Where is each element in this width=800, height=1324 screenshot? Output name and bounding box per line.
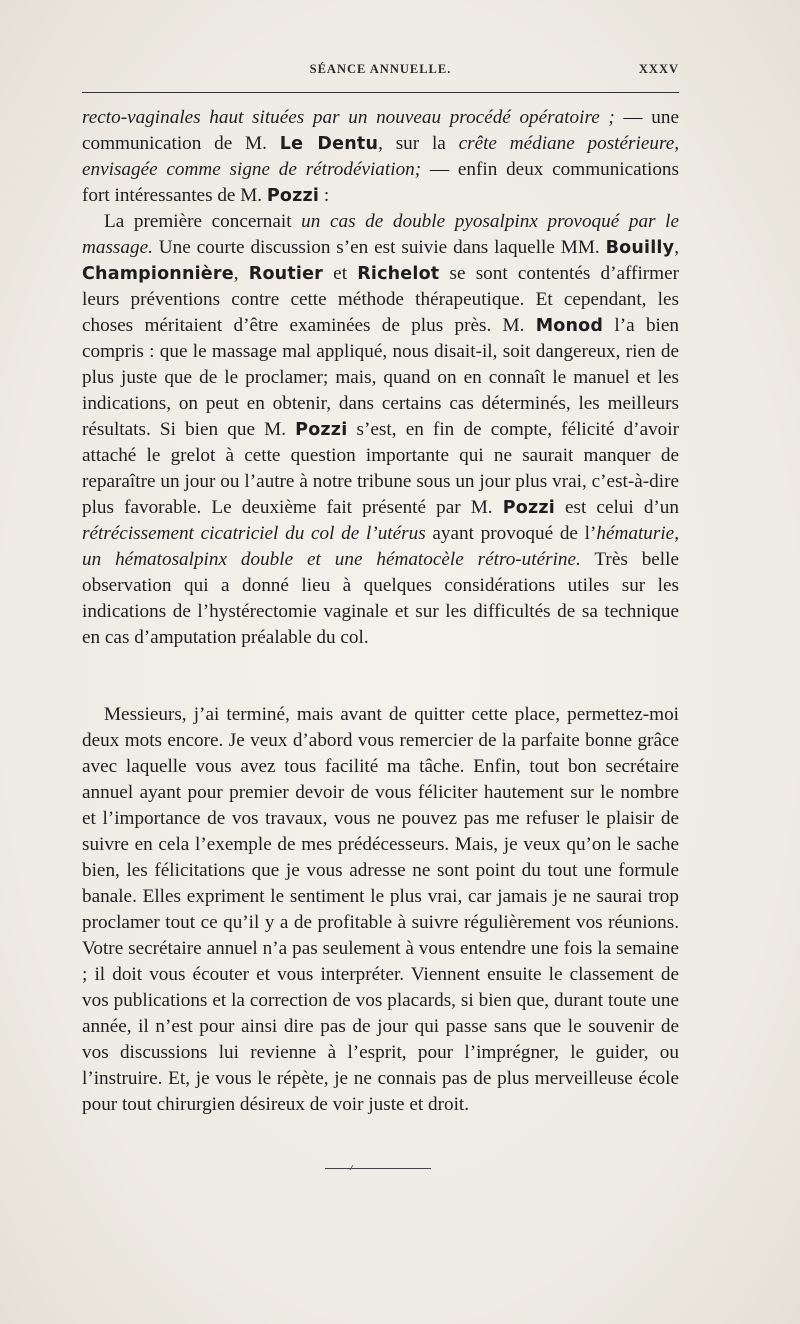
text-run: , sur la: [378, 133, 459, 154]
text-run: est celui d’un: [554, 497, 679, 518]
person-name: Le Dentu: [279, 134, 379, 154]
text-run: s’est, en fin de compte, félicité d’avoir attaché le grelot à cette question importante qui ne saurait manquer de reparaître un jour ou l’autre à notre tribune sous un jour plus vrai, c’est-à-dire plus favorable. Le deuxième fait présenté par M.: [82, 419, 679, 518]
italic-text: un cas de double pyosalpinx provoqué par le massage.: [82, 211, 679, 258]
person-name: Championnière: [82, 264, 234, 284]
text-run: — enfin deux communications fort intéressantes de M.: [82, 159, 679, 206]
text-run: Très belle observation qui a donné lieu à quelques considérations utiles sur les indications de l’hystérectomie vaginale et sur les difficultés de sa technique en cas d’amputation préalable du col.: [82, 549, 679, 648]
italic-text: hématurie: [596, 523, 675, 544]
person-name: Bouilly: [605, 238, 675, 258]
text-run: :: [319, 185, 330, 206]
text-run: ,: [674, 523, 679, 544]
running-head-title: SÉANCE ANNUELLE.: [309, 62, 452, 76]
italic-text: rétrécissement cicatriciel du col de l’utérus: [82, 523, 426, 544]
header-rule: [82, 92, 679, 93]
text-block-closing: [82, 702, 679, 1118]
paragraph-communications: [82, 105, 679, 209]
text-run: se sont contentés d’affirmer leurs préventions contre cette méthode thérapeutique. Et cependant, les choses méritaient d’être examinées de plus près. M.: [82, 263, 679, 336]
text-run: La première concernait: [104, 211, 302, 232]
text-run: ayant provoqué de l’: [425, 523, 597, 544]
person-name: Pozzi: [502, 498, 555, 518]
person-name: Monod: [535, 316, 604, 336]
text-run: ,: [674, 237, 679, 258]
paragraph-pozzi-cases: [82, 209, 679, 651]
italic-text: un hématosalpinx double et une hématocèle rétro-utérine.: [82, 549, 581, 570]
page-number: XXXV: [638, 62, 679, 76]
person-name: Routier: [248, 264, 323, 284]
italic-text: recto-vaginales haut situées par un nouveau procédé opératoire ;: [82, 107, 615, 128]
person-name: Richelot: [357, 264, 440, 284]
text-run: ,: [233, 263, 249, 284]
running-head: [82, 62, 679, 84]
person-name: Pozzi: [295, 420, 348, 440]
person-name: Pozzi: [266, 186, 320, 206]
text-run: — une communication de M.: [82, 107, 679, 154]
italic-text: crête médiane postérieure, envisagée comme signe de rétrodéviation;: [82, 133, 680, 180]
text-run: Une courte discussion s’en est suivie dans laquelle MM.: [152, 237, 606, 258]
text-run: l’a bien compris : que le massage mal appliqué, nous disait-il, soit dangereux, rien de plus juste que de le proclamer; mais, quand on en connaît le manuel et les indications, on peut en obtenir, dans certains cas déterminés, les meilleurs résultats. Si bien que M.: [82, 315, 679, 440]
text-block-continuation: [82, 105, 679, 651]
paragraph-closing-remarks: Messieurs, j’ai terminé, mais avant de quitter cette place, permettez-moi deux mots encore. Je veux d’abord vous remercier de la parfaite bonne grâce avec laquelle vous avez tous facilité ma tâche. Enfin, tout bon secrétaire annuel ayant pour premier devoir de vous féliciter hautement sur le nombre et l’importance de vos travaux, vous ne pouvez pas me refuser le plaisir de suivre en cela l’exemple de mes prédécesseurs. Mais, je veux qu’on le sache bien, les félicitations que je vous adresse ne sont point du tout une formule banale. Elles expriment le sentiment le plus vrai, car jamais je ne saurai trop proclamer tout ce qu’il y a de profitable à suivre régulièrement vos réunions. Votre secrétaire annuel n’a pas seulement à vous entendre une fois la semaine ; il doit vous écouter et vous interpréter. Viennent ensuite le classement de vos publications et la correction de vos placards, si bien que, durant toute une année, il n’est pour ainsi dire pas de jour qui passe sans que le souvenir de vos discussions lui revienne à l’esprit, pour l’imprégner, le guider, ou l’instruire. Et, je vous le répète, je ne connais pas de plus merveilleuse école pour tout chirurgien désireux de voir juste et droit.: [82, 704, 679, 1115]
text-run: et: [323, 263, 358, 284]
end-ornament-rule: [325, 1168, 431, 1169]
